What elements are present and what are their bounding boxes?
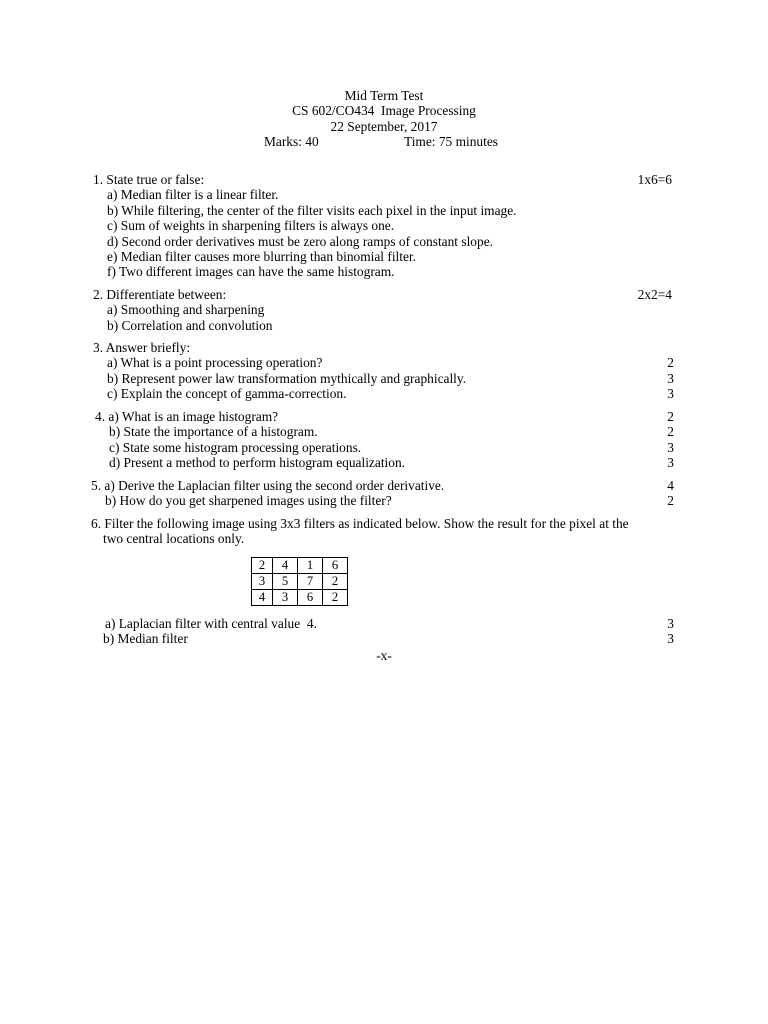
question-4-part-marks: 2 [667,409,674,424]
question-6-parts [0,616,768,647]
question-2-stem: 2. Differentiate between: [93,287,227,302]
image-grid-row [252,574,348,590]
question-2-part-text: b) Correlation and convolution [107,317,273,333]
question-1-part [0,203,768,218]
question-3-part [0,371,768,386]
question-3 [0,340,768,402]
question-3-stem-line [0,340,768,355]
question-4-part [0,455,768,470]
question-5-part-text: b) How do you get sharpened images using the filter? [105,493,392,509]
question-3-part-marks: 3 [667,386,674,402]
image-grid [251,557,348,606]
exam-header [0,88,768,150]
question-4-part-marks: 3 [667,439,674,455]
question-3-part [0,355,768,370]
question-6-stem-continued: two central locations only. [103,531,245,547]
marks-time-line [0,134,768,149]
course-name: CS 602/CO434 Image Processing [292,103,476,119]
question-1-marks: 1x6=6 [637,172,672,187]
image-grid-row [252,558,348,574]
grid-cell: 2 [323,590,348,606]
question-6-part [0,631,768,646]
question-6-stem-line [0,531,768,546]
question-3-part-marks: 2 [667,355,674,371]
question-1-part [0,249,768,264]
grid-cell: 7 [298,574,323,590]
question-4-part [0,424,768,439]
question-1-part-text: a) Median filter is a linear filter. [107,187,279,203]
question-4-part-text: d) Present a method to perform histogram equalization. [109,455,405,471]
question-5-part [0,478,768,493]
question-2-part [0,302,768,317]
exam-date: 22 September, 2017 [330,118,438,134]
question-5-part-text: 5. a) Derive the Laplacian filter using the second order derivative. [91,478,445,493]
question-6-stem: 6. Filter the following image using 3x3 filters as indicated below. Show the result for the pixel at the [91,516,629,531]
question-1-part-text: f) Two different images can have the same histogram. [107,264,395,280]
question-4-part [0,409,768,424]
question-6-part [0,616,768,631]
question-1-part-text: b) While filtering, the center of the filter visits each pixel in the input image. [107,202,517,218]
question-3-part-marks: 3 [667,370,674,386]
question-5-part-marks: 4 [667,478,674,493]
question-4 [0,409,768,471]
question-1-stem-line [0,172,768,187]
question-2-part [0,318,768,333]
question-3-stem: 3. Answer briefly: [93,340,191,355]
question-6-part-marks: 3 [667,616,674,631]
question-2-part-text: a) Smoothing and sharpening [107,302,265,318]
question-3-part-text: b) Represent power law transformation mythically and graphically. [107,370,467,386]
grid-cell: 3 [252,574,273,590]
question-1 [0,172,768,280]
grid-cell: 6 [298,590,323,606]
question-1-part-text: e) Median filter causes more blurring than binomial filter. [107,248,417,264]
question-4-part-marks: 2 [667,424,674,440]
question-5-part-marks: 2 [667,493,674,509]
grid-cell: 4 [273,558,298,574]
grid-cell: 2 [252,558,273,574]
question-4-part-text: b) State the importance of a histogram. [109,424,318,440]
question-1-part [0,234,768,249]
question-1-part [0,264,768,279]
question-2-marks: 2x2=4 [637,287,672,302]
question-4-part [0,440,768,455]
end-marker: -x- [376,648,392,663]
question-4-part-text: c) State some histogram processing operations. [109,439,362,455]
question-2-stem-line [0,287,768,302]
question-6-part-text: b) Median filter [103,631,188,647]
time-limit: Time: 75 minutes [404,134,498,150]
question-6-part-marks: 3 [667,631,674,647]
grid-cell: 6 [323,558,348,574]
exam-title: Mid Term Test [344,88,424,103]
question-6 [0,516,768,547]
question-3-part-text: c) Explain the concept of gamma-correction. [107,386,347,402]
question-2 [0,287,768,333]
question-6-stem-line [0,516,768,531]
grid-cell: 2 [323,574,348,590]
grid-cell: 4 [252,590,273,606]
grid-cell: 3 [273,590,298,606]
grid-cell: 5 [273,574,298,590]
question-4-part-text: 4. a) What is an image histogram? [95,409,279,424]
total-marks: Marks: 40 [264,134,319,150]
question-5-part [0,493,768,508]
question-3-part-text: a) What is a point processing operation? [107,355,323,371]
question-1-stem: 1. State true or false: [93,172,205,187]
question-5 [0,478,768,509]
question-6-part-text: a) Laplacian filter with central value 4. [105,616,317,631]
question-4-part-marks: 3 [667,455,674,471]
question-1-part [0,218,768,233]
question-1-part [0,187,768,202]
question-1-part-text: d) Second order derivatives must be zero along ramps of constant slope. [107,233,493,249]
question-3-part [0,386,768,401]
question-1-part-text: c) Sum of weights in sharpening filters is always one. [107,218,395,234]
grid-cell: 1 [298,558,323,574]
image-grid-row [252,590,348,606]
